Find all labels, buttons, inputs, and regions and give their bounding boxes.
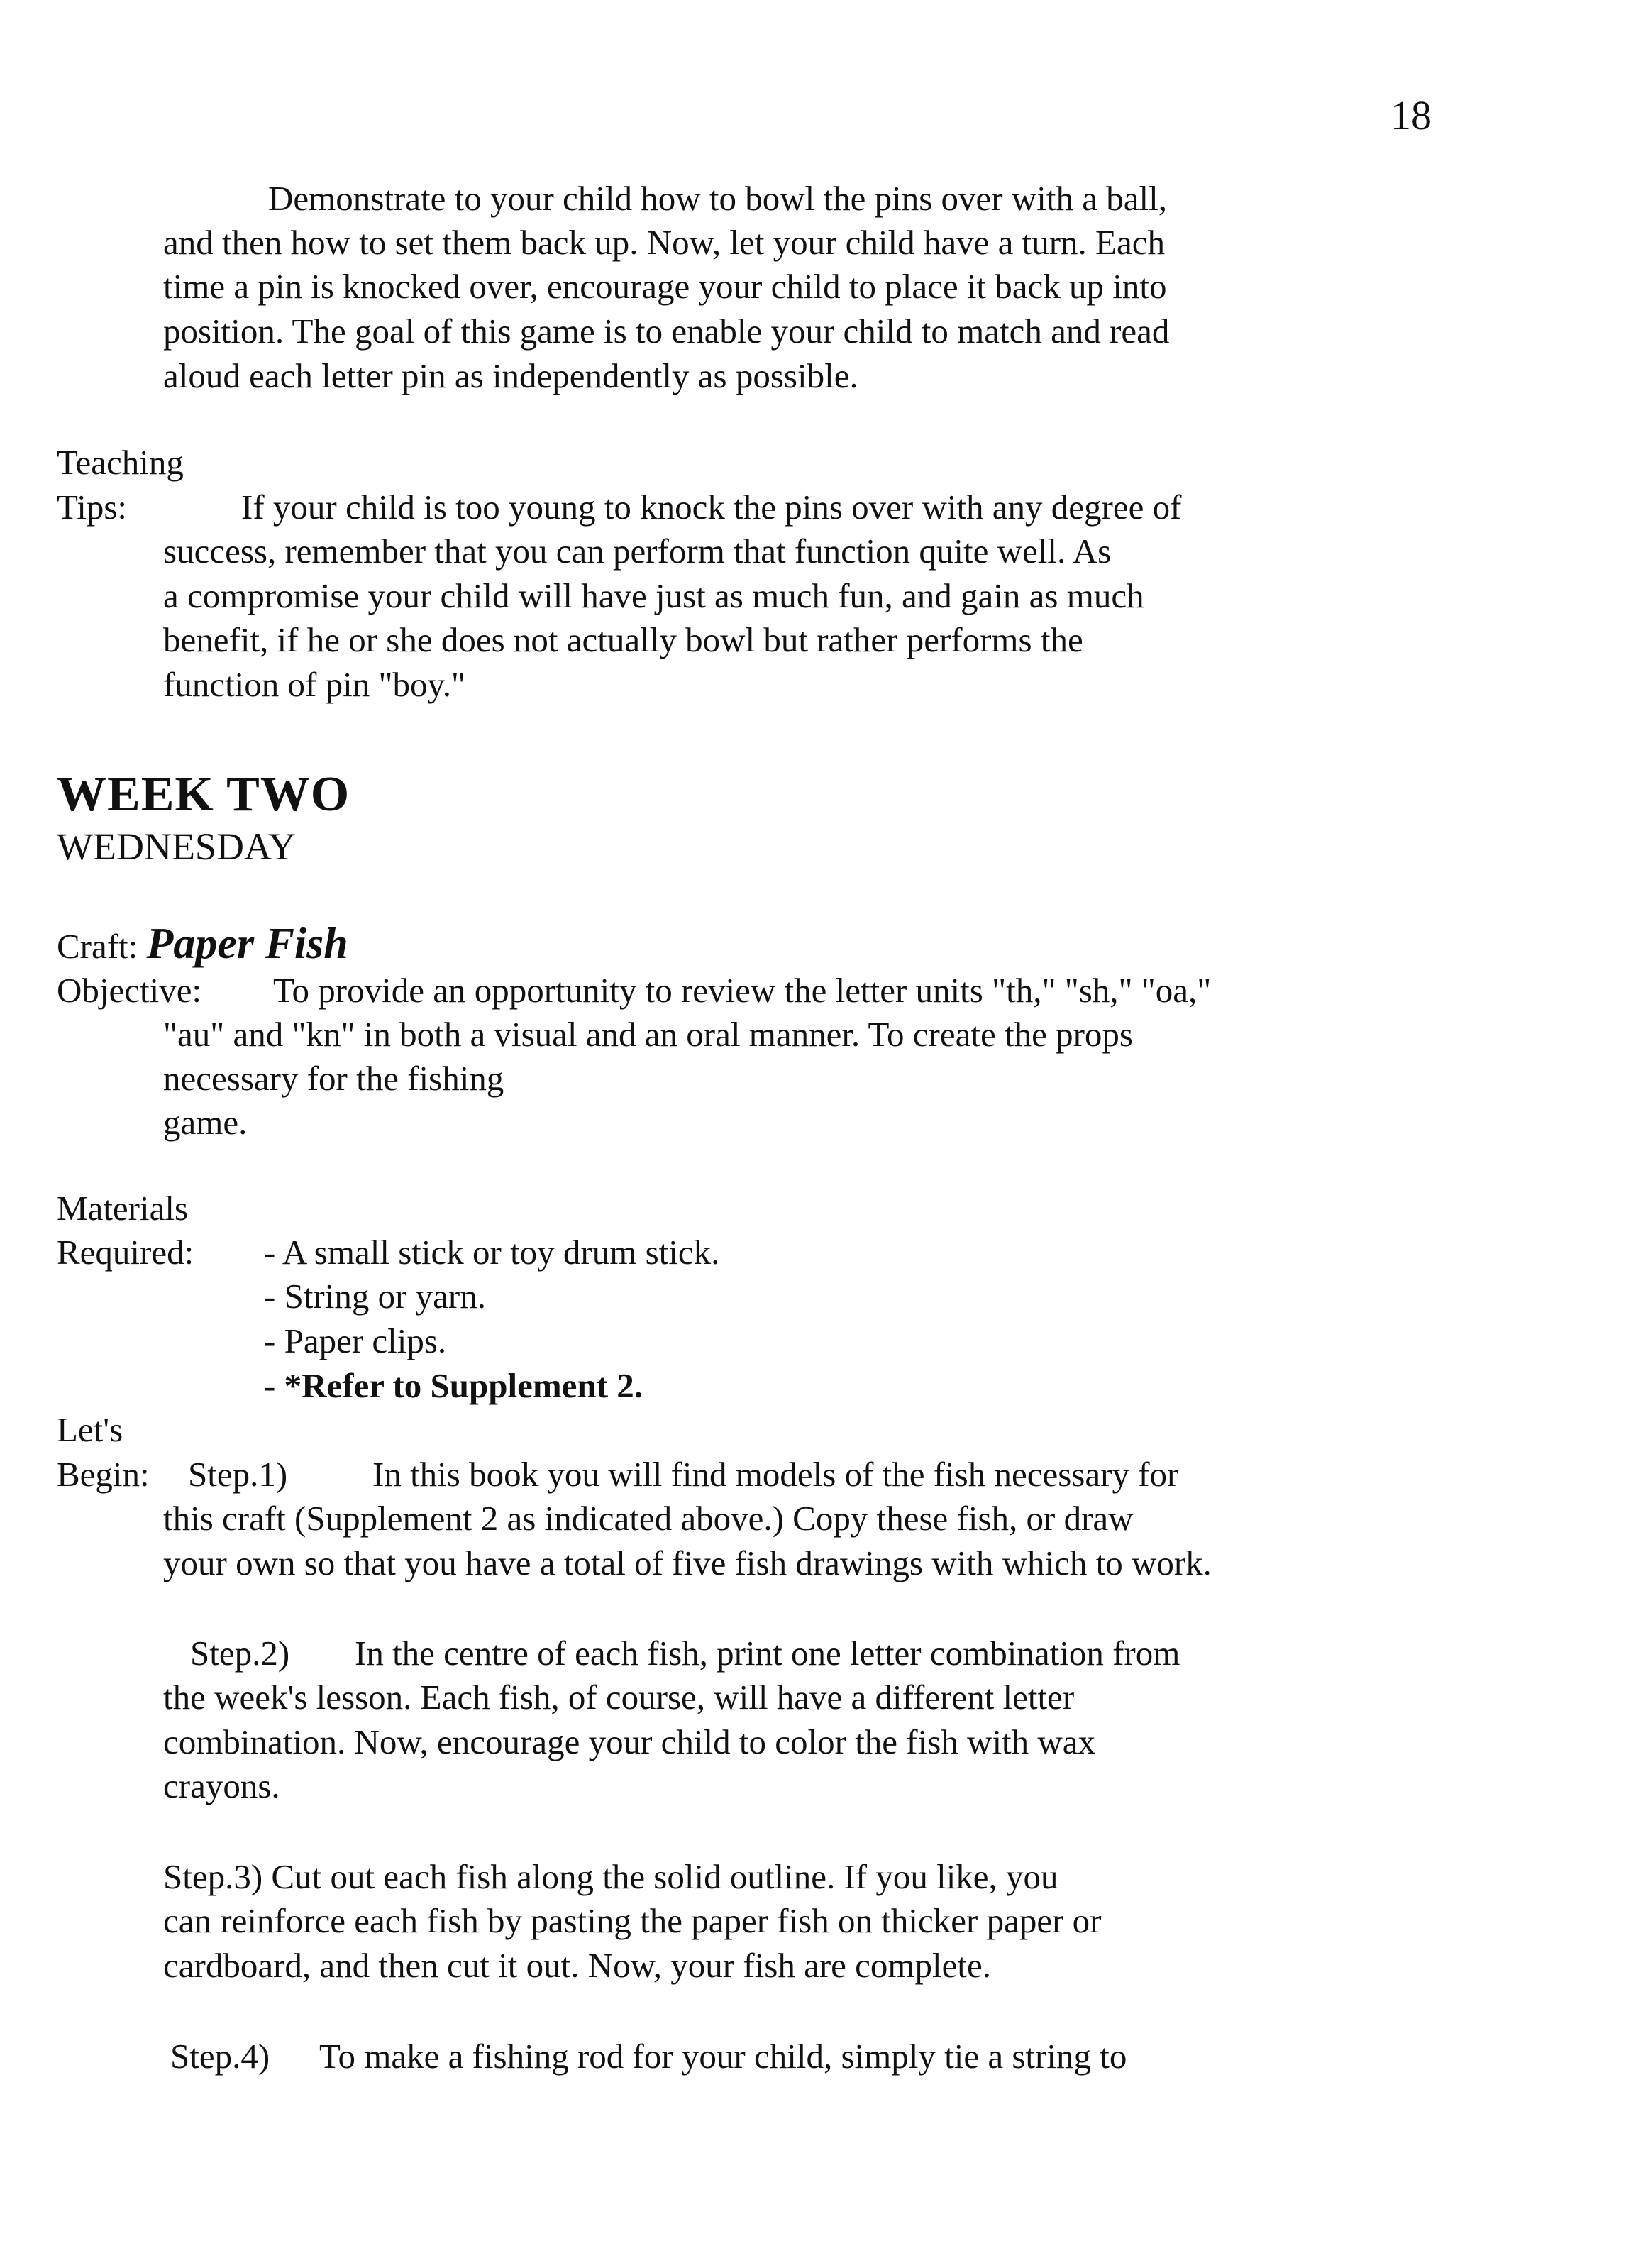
step3-line: cardboard, and then cut it out. Now, your fish are complete. [163,1946,992,1985]
intro-line: position. The goal of this game is to enable your child to match and read [163,312,1170,351]
teaching-tips-label: Tips: [57,488,128,527]
supplement-reference: *Refer to Supplement 2. [284,1366,643,1405]
materials-item: - Paper clips. [264,1321,447,1360]
page-number: 18 [1390,92,1432,138]
materials-item: - A small stick or toy drum stick. [264,1233,720,1272]
craft-title: Paper Fish [146,920,348,968]
step2-line: the week's lesson. Each fish, of course, will have a different letter [163,1678,1075,1717]
teaching-tips-line: If your child is too young to knock the pins over with any degree of [241,488,1182,527]
step2-label: Step.2) [190,1634,290,1673]
teaching-tips-line: a compromise your child will have just as much fun, and gain as much [163,576,1144,615]
materials-item-reference [264,1365,643,1407]
step4-label: Step.4) [170,2037,270,2076]
lets-begin-label: Let's [57,1410,123,1449]
reference-dash: - [264,1366,284,1405]
teaching-tips-line: benefit, if he or she does not actually bowl but rather performs the [163,620,1083,659]
step4-line: To make a fishing rod for your child, simply tie a string to [319,2037,1127,2076]
intro-line: Demonstrate to your child how to bowl the pins over with a ball, [268,179,1167,218]
craft-label: Craft: [57,927,138,966]
step2-line: combination. Now, encourage your child to color the fish with wax [163,1722,1096,1761]
step1-line: this craft (Supplement 2 as indicated above.) Copy these fish, or draw [163,1499,1134,1538]
day-heading: WEDNESDAY [57,825,296,868]
teaching-tips-line: success, remember that you can perform that function quite well. As [163,532,1112,571]
step1-label: Step.1) [188,1455,288,1494]
intro-line: aloud each letter pin as independently as possible. [163,356,858,395]
step2-line: In the centre of each fish, print one letter combination from [355,1634,1180,1673]
lets-begin-label: Begin: [57,1455,150,1494]
intro-line: and then how to set them back up. Now, let your child have a turn. Each [163,223,1165,262]
objective-line: necessary for the fishing [163,1059,504,1098]
step2-line: crayons. [163,1766,280,1805]
objective-line: To provide an opportunity to review the letter units "th," "sh," "oa," [273,971,1212,1010]
materials-item: - String or yarn. [264,1277,486,1316]
craft-row [57,919,348,971]
objective-line: "au" and "kn" in both a visual and an oral manner. To create the props [163,1015,1133,1054]
step1-line: In this book you will find models of the fish necessary for [372,1455,1179,1494]
intro-line: time a pin is knocked over, encourage your child to place it back up into [163,267,1167,306]
week-heading: WEEK TWO [57,767,350,822]
step3-line: can reinforce each fish by pasting the paper fish on thicker paper or [163,1901,1102,1940]
step3-line: Step.3) Cut out each fish along the solid outline. If you like, you [163,1857,1058,1896]
objective-label: Objective: [57,971,202,1010]
materials-label: Materials [57,1189,189,1228]
step1-line: your own so that you have a total of five fish drawings with which to work. [163,1543,1212,1582]
materials-label: Required: [57,1233,194,1272]
objective-line: game. [163,1103,248,1142]
teaching-tips-line: function of pin "boy." [163,665,466,704]
teaching-tips-label: Teaching [57,443,184,482]
